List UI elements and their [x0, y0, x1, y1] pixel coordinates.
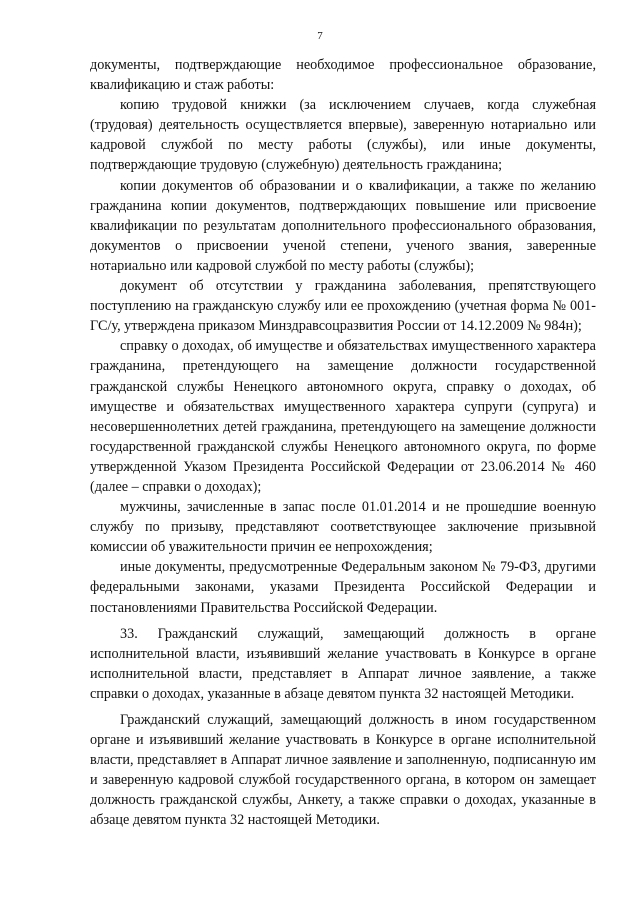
paragraph-medical-certificate: документ об отсутствии у гражданина заболевания, препятствующего поступлению на гражданскую службу или ее прохождению (учетная форма № 001-ГС/у, утверждена приказом Минздравсоцразвития России от 14.12.2009 № 984н);	[90, 278, 596, 335]
paragraph-military-reserve: мужчины, зачисленные в запас после 01.01.2014 и не прошедшие военную службу по призыву, представляют соответствующее заключение призывной комиссии об уважительности причин ее непрохождения;	[90, 499, 596, 556]
page-number: 7	[317, 30, 323, 42]
paragraph-work-book-copy: копию трудовой книжки (за исключением случаев, когда служебная (трудовая) деятельность осуществляется впервые), заверенную нотариально или кадровой службой по месту работы (службы), или иные документы, подтверждающие трудовую (служебную) деятельность гражданина;	[90, 97, 596, 174]
paragraph-other-body-servant: Гражданский служащий, замещающий должность в ином государственном органе и изъявивший желание участвовать в Конкурсе в органе исполнительной власти, представляет в Аппарат личное заявление и заполненную, подписанную им и заверенную кадровой службой государственного органа, в котором он замещает должность гражданской службы, Анкету, а также справки о доходах, указанные в абзаце девятом пункта 32 настоящей Методики.	[90, 712, 596, 829]
document-body	[90, 55, 596, 831]
paragraph-other-documents: иные документы, предусмотренные Федеральным законом № 79-ФЗ, другими федеральными законами, указами Президента Российской Федерации и постановлениями Правительства Российской Федерации.	[90, 559, 596, 616]
paragraph-clause-33: 33. Гражданский служащий, замещающий должность в органе исполнительной власти, изъявивший желание участвовать в Конкурсе в органе исполнительной власти, представляет в Аппарат личное заявление, а также справки о доходах, указанные в абзаце девятом пункта 32 настоящей Методики.	[90, 625, 596, 702]
paragraph-required-documents: документы, подтверждающие необходимое профессиональное образование, квалификацию и стаж работы:	[90, 57, 596, 94]
paragraph-income-statement: справку о доходах, об имуществе и обязательствах имущественного характера гражданина, претендующего на замещение должности государственной гражданской службы Ненецкого автономного округа, справку о доходах, об имуществе и обязательствах имущественного характера супруги (супруга) и несовершеннолетних детей гражданина, претендующего на замещение должности государственной гражданской службы Ненецкого автономного округа, по форме утвержденной Указом Президента Российской Федерации от 23.06.2014 № 460 (далее – справки о доходах);	[90, 338, 596, 495]
paragraph-education-copies: копии документов об образовании и о квалификации, а также по желанию гражданина копии документов, подтверждающих повышение или присвоение квалификации по результатам дополнительного профессионального образования, документов о присвоении ученой степени, ученого звания, заверенные нотариально или кадровой службой по месту работы (службы);	[90, 177, 596, 274]
